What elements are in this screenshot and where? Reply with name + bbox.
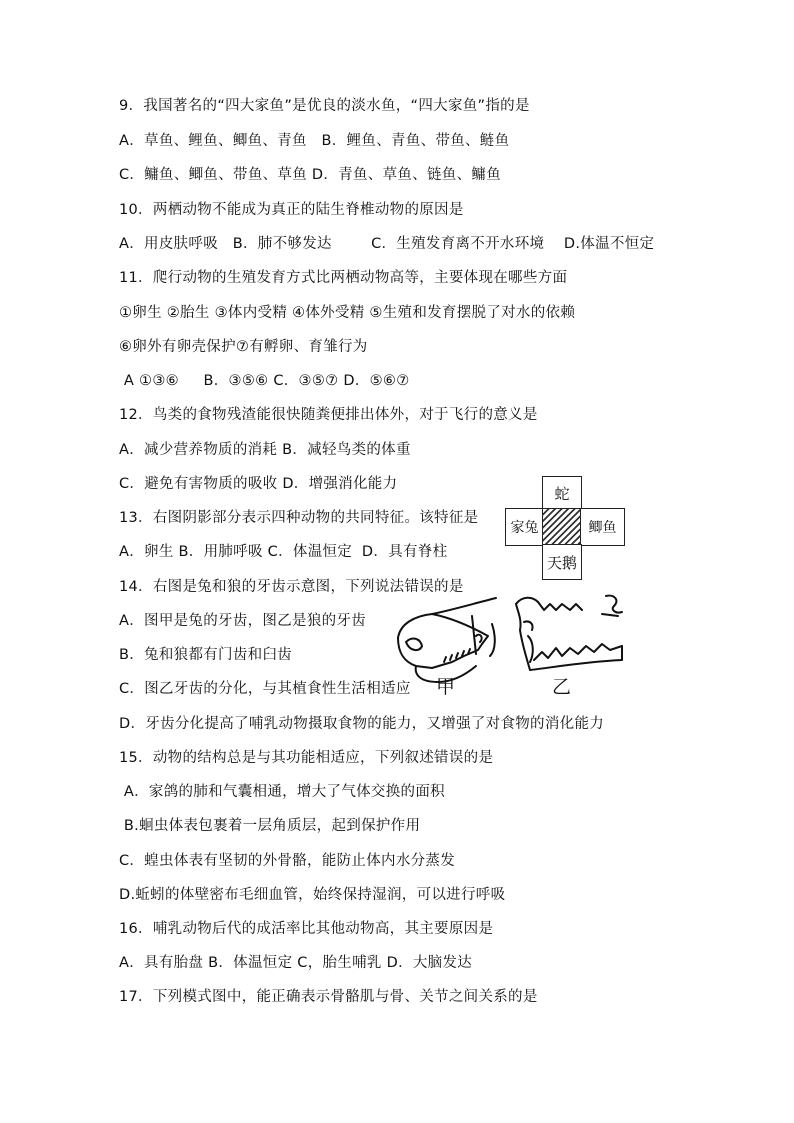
skull-jia-drawing <box>392 596 504 688</box>
cross-bottom-swan: 天鹅 <box>542 544 582 580</box>
cross-left-rabbit: 家兔 <box>505 508 544 546</box>
q12-stem: 12．鸟类的食物残渣能很快随粪便排出体外，对于飞行的意义是 <box>119 407 538 423</box>
q11-options: A ①③⑥ B．③⑤⑥ C．③⑤⑦ D．⑤⑥⑦ <box>119 373 410 389</box>
q14-option-c: C．图乙牙齿的分化，与其植食性生活相适应 <box>119 681 411 697</box>
q13-stem: 13．右图阴影部分表示四种动物的共同特征。该特征是 <box>119 510 479 526</box>
label-yi: 乙 <box>552 676 572 698</box>
cross-top-snake: 蛇 <box>542 476 582 510</box>
q11-items-2: ⑥卵外有卵壳保护⑦有孵卵、育雏行为 <box>119 339 368 355</box>
q15-option-b: B.蛔虫体表包裹着一层角质层，起到保护作用 <box>119 818 421 834</box>
q15-stem: 15．动物的结构总是与其功能相适应，下列叙述错误的是 <box>119 750 494 766</box>
q14-option-b: B．兔和狼都有门齿和臼齿 <box>119 647 293 663</box>
q14-option-a: A．图甲是兔的牙齿，图乙是狼的牙齿 <box>119 613 367 629</box>
animal-cross-figure <box>505 476 625 580</box>
label-jia: 甲 <box>436 676 456 698</box>
cross-shaded-center <box>542 508 582 546</box>
q15-option-d: D.蚯蚓的体壁密布毛细血管，始终保持湿润，可以进行呼吸 <box>119 887 506 903</box>
teeth-figure <box>392 590 642 702</box>
cross-right-crucian: 鲫鱼 <box>580 508 625 546</box>
q10-stem: 10．两栖动物不能成为真正的陆生脊椎动物的原因是 <box>119 202 464 218</box>
q9-options-cd: C．鳙鱼、鲫鱼、带鱼、草鱼 D．青鱼、草鱼、链鱼、鳙鱼 <box>119 167 501 183</box>
q12-options-ab: A．减少营养物质的消耗 B．减轻鸟类的体重 <box>119 442 411 458</box>
q12-options-cd: C．避免有害物质的吸收 D．增强消化能力 <box>119 476 398 492</box>
skull-yi-drawing <box>510 590 630 678</box>
q9-options-ab: A．草鱼、鲤鱼、鲫鱼、青鱼 B．鲤鱼、青鱼、带鱼、鲢鱼 <box>119 133 510 149</box>
q14-stem: 14．右图是兔和狼的牙齿示意图，下列说法错误的是 <box>119 579 464 595</box>
q13-options: A．卵生 B．用肺呼吸 C．体温恒定 D．具有脊柱 <box>119 544 448 560</box>
q17-stem: 17．下列模式图中，能正确表示骨骼肌与骨、关节之间关系的是 <box>119 989 538 1005</box>
q15-option-a: A．家鸽的肺和气囊相通，增大了气体交换的面积 <box>119 784 445 800</box>
q16-stem: 16．哺乳动物后代的成活率比其他动物高，其主要原因是 <box>119 921 494 937</box>
q15-option-c: C．蝗虫体表有坚韧的外骨骼，能防止体内水分蒸发 <box>119 853 456 869</box>
q10-options: A．用皮肤呼吸 B．肺不够发达 C．生殖发育离不开水环境 D.体温不恒定 <box>119 236 655 252</box>
q11-items-1: ①卵生 ②胎生 ③体内受精 ④体外受精 ⑤生殖和发育摆脱了对水的依赖 <box>119 305 576 321</box>
q9-stem: 9．我国著名的“四大家鱼”是优良的淡水鱼，“四大家鱼”指的是 <box>119 98 530 114</box>
q14-option-d: D．牙齿分化提高了哺乳动物摄取食物的能力，又增强了对食物的消化能力 <box>119 716 605 732</box>
q11-stem: 11．爬行动物的生殖发育方式比两栖动物高等，主要体现在哪些方面 <box>119 270 568 286</box>
q16-options: A．具有胎盘 B．体温恒定 C，胎生哺乳 D．大脑发达 <box>119 955 473 971</box>
